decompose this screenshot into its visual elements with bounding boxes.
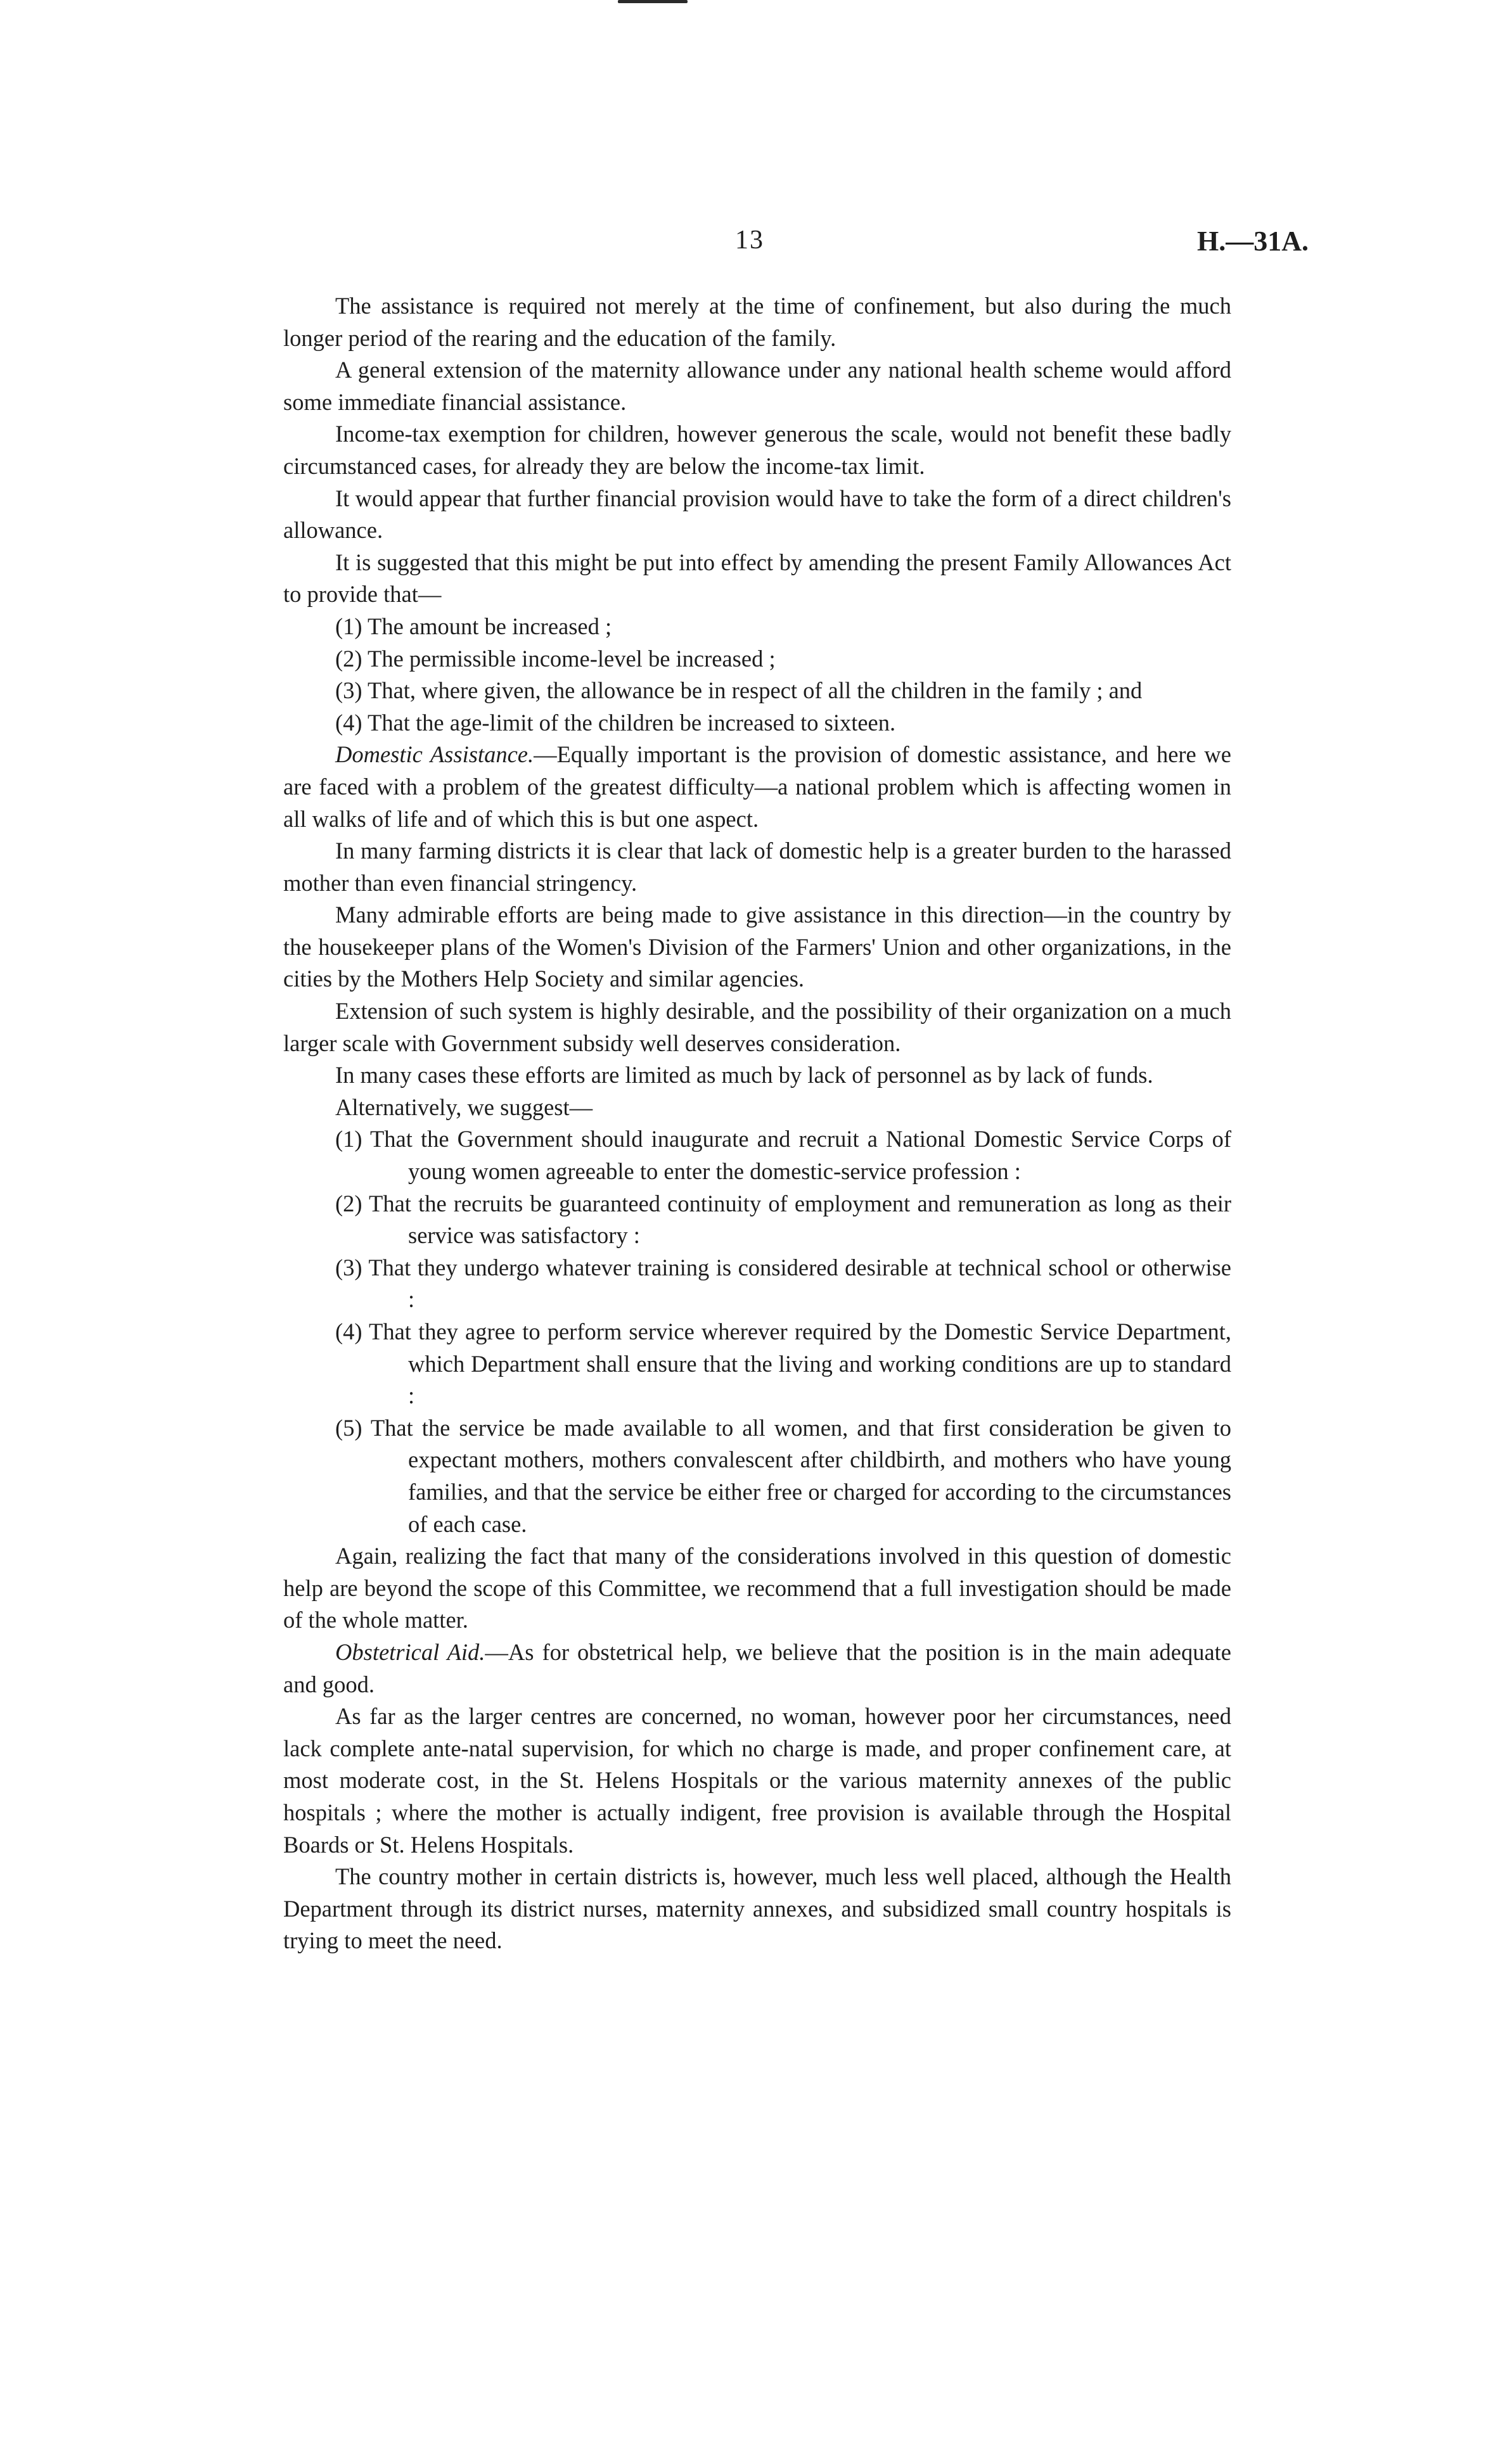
paragraph: Extension of such system is highly desirable, and the possibility of their organization on a much larger scale with Government subsidy well deserves consideration. (283, 998, 1231, 1056)
paragraph: In many cases these efforts are limited as much by lack of personnel as by lack of funds. (335, 1062, 1153, 1088)
list-item: (2) That the recruits be guaranteed continuity of employment and remuneration as long as their service was satisfactory : (335, 1190, 1231, 1249)
paragraph: Income-tax exemption for children, however generous the scale, would not benefit these badly circumstanced cases, for already they are below the income-tax limit. (283, 421, 1231, 479)
obstetrical-aid-paragraph (283, 1637, 1231, 1701)
document-reference: H.—31A. (1197, 226, 1309, 257)
domestic-service-proposals-list (283, 1123, 1231, 1540)
list-item: (3) That, where given, the allowance be in respect of all the children in the family ; and (335, 677, 1143, 704)
list-item: (4) That the age-limit of the children be increased to sixteen. (335, 709, 896, 736)
paragraph: It would appear that further financial provision would have to take the form of a direct children's allowance. (283, 485, 1231, 544)
page-number: 13 (735, 226, 764, 255)
list-item: (2) The permissible income-level be increased ; (335, 645, 776, 672)
obstetrical-aid-text: —As for obstetrical help, we believe that the position is in the main adequate and good. (283, 1638, 1232, 1697)
allowance-proposals-list (283, 611, 1231, 739)
paragraph: The country mother in certain districts is, however, much less well placed, although the Health Department through its district nurses, maternity annexes, and subsidized small country hospitals is trying to meet the need. (283, 1863, 1231, 1954)
page-header (282, 225, 1309, 263)
paragraph: In many farming districts it is clear that lack of domestic help is a greater burden to the harassed mother than even financial stringency. (283, 838, 1231, 896)
list-item: (5) That the service be made available to all women, and that first consideration be given to expectant mothers, mothers convalescent after childbirth, and mothers who have young families, and that the service be either free or charged for according to the circumstances of each case. (335, 1414, 1231, 1537)
body-text (283, 290, 1231, 1957)
top-print-mark (618, 0, 688, 3)
paragraph: Alternatively, we suggest— (335, 1094, 593, 1120)
paragraph: Many admirable efforts are being made to give assistance in this direction—in the country by the housekeeper plans of the Women's Division of the Farmers' Union and other organizations, in the cities by the Mothers Help Society and similar agencies. (283, 902, 1231, 992)
domestic-assistance-text: —Equally important is the provision of domestic assistance, and here we are faced with a problem of the greatest difficulty—a national problem which is affecting women in all walks of life and of which this is but one aspect. (283, 741, 1231, 832)
section-heading-domestic-assistance: Domestic Assistance. (335, 741, 534, 768)
list-item: (1) The amount be increased ; (335, 613, 612, 639)
paragraph: It is suggested that this might be put into effect by amending the present Family Allowances Act to provide that— (283, 549, 1231, 608)
paragraph: As far as the larger centres are concerned, no woman, however poor her circumstances, need lack complete ante-natal supervision, for which no charge is made, and proper confinement care, at most moderate cost, in the St. Helens Hospitals or the various maternity annexes of the public hospitals ; where the mother is actually indigent, free provision is available through the Hospital Boards or St. Helens Hospitals. (283, 1703, 1231, 1858)
domestic-assistance-paragraph (283, 739, 1231, 835)
paragraph: A general extension of the maternity allowance under any national health scheme would afford some immediate financial assistance. (283, 357, 1231, 415)
list-item: (1) That the Government should inaugurate and recruit a National Domestic Service Corps of young women agreeable to enter the domestic-service profession : (335, 1126, 1231, 1185)
list-item: (3) That they undergo whatever training is considered desirable at technical school or otherwise : (335, 1254, 1231, 1313)
paragraph: Again, realizing the fact that many of the considerations involved in this question of domestic help are beyond the scope of this Committee, we recommend that a full investigation should be made of the whole matter. (283, 1543, 1231, 1633)
paragraph: The assistance is required not merely at the time of confinement, but also during the much longer period of the rearing and the education of the family. (283, 293, 1231, 351)
list-item: (4) That they agree to perform service wherever required by the Domestic Service Department, which Department shall ensure that the living and working conditions are up to standard : (335, 1318, 1231, 1409)
section-heading-obstetrical-aid: Obstetrical Aid. (335, 1638, 485, 1665)
